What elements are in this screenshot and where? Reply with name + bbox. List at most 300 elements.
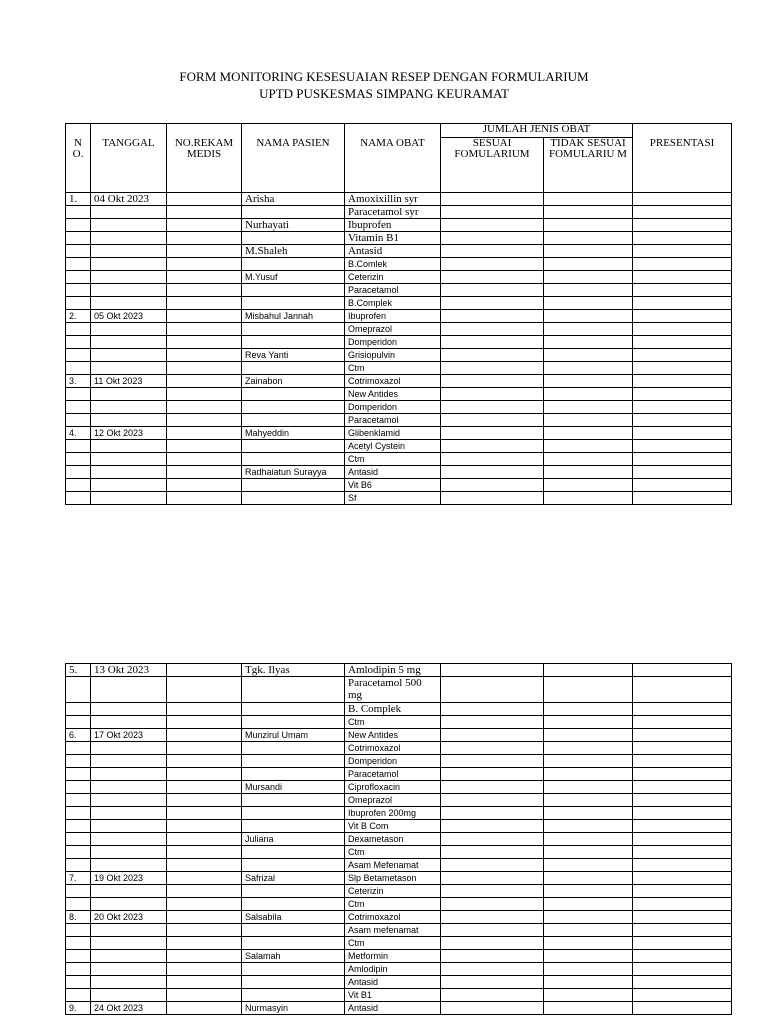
cell-rekam-medis (167, 781, 242, 794)
cell-no (66, 989, 91, 1002)
cell-presentasi (633, 375, 732, 388)
cell-presentasi (633, 466, 732, 479)
cell-tidak-sesuai (544, 349, 633, 362)
cell-rekam-medis (167, 206, 242, 219)
cell-tanggal (91, 924, 167, 937)
cell-rekam-medis (167, 401, 242, 414)
cell-tanggal (91, 297, 167, 310)
cell-tidak-sesuai (544, 427, 633, 440)
table-row (66, 427, 732, 440)
cell-sesuai (441, 284, 544, 297)
cell-sesuai (441, 781, 544, 794)
cell-nama-pasien (242, 742, 345, 755)
cell-tidak-sesuai (544, 453, 633, 466)
cell-sesuai (441, 232, 544, 245)
cell-sesuai (441, 479, 544, 492)
cell-no: 8. (66, 911, 91, 924)
cell-nama-obat: Ceterizin (345, 271, 441, 284)
cell-rekam-medis (167, 245, 242, 258)
cell-nama-pasien: M.Shaleh (242, 245, 345, 258)
cell-no (66, 388, 91, 401)
cell-presentasi (633, 716, 732, 729)
cell-nama-pasien: Mursandi (242, 781, 345, 794)
cell-sesuai (441, 950, 544, 963)
cell-tidak-sesuai (544, 950, 633, 963)
cell-nama-obat: Paracetamol (345, 768, 441, 781)
cell-tidak-sesuai (544, 833, 633, 846)
cell-rekam-medis (167, 219, 242, 232)
cell-nama-obat: Amoxixillin syr (345, 193, 441, 206)
cell-rekam-medis (167, 323, 242, 336)
table-row (66, 755, 732, 768)
cell-tanggal: 19 Okt 2023 (91, 872, 167, 885)
table1-body (66, 193, 732, 505)
cell-presentasi (633, 440, 732, 453)
cell-nama-pasien (242, 768, 345, 781)
cell-nama-pasien (242, 846, 345, 859)
cell-tanggal: 12 Okt 2023 (91, 427, 167, 440)
cell-no: 9. (66, 1002, 91, 1015)
cell-no (66, 401, 91, 414)
cell-sesuai (441, 976, 544, 989)
cell-tidak-sesuai (544, 911, 633, 924)
cell-nama-obat: Vit B1 (345, 989, 441, 1002)
cell-nama-pasien: Salsabila (242, 911, 345, 924)
cell-nama-obat: Ciprofloxacin (345, 781, 441, 794)
table-row (66, 963, 732, 976)
cell-tidak-sesuai (544, 323, 633, 336)
cell-tanggal (91, 479, 167, 492)
cell-nama-pasien (242, 362, 345, 375)
cell-tidak-sesuai (544, 729, 633, 742)
cell-rekam-medis (167, 742, 242, 755)
cell-sesuai (441, 271, 544, 284)
cell-rekam-medis (167, 703, 242, 716)
cell-tanggal (91, 716, 167, 729)
cell-no (66, 794, 91, 807)
table-row (66, 310, 732, 323)
cell-rekam-medis (167, 976, 242, 989)
cell-sesuai (441, 440, 544, 453)
cell-nama-obat: Antasid (345, 466, 441, 479)
cell-tanggal (91, 976, 167, 989)
header-rekam-medis: NO.REKAM MEDIS (167, 124, 242, 193)
cell-no (66, 479, 91, 492)
cell-tidak-sesuai (544, 794, 633, 807)
table-row (66, 820, 732, 833)
cell-tidak-sesuai (544, 742, 633, 755)
table-row (66, 206, 732, 219)
cell-nama-obat: Ctm (345, 716, 441, 729)
cell-no (66, 924, 91, 937)
cell-presentasi (633, 976, 732, 989)
cell-sesuai (441, 323, 544, 336)
cell-nama-pasien (242, 323, 345, 336)
table2-body (66, 664, 732, 1015)
table-row (66, 453, 732, 466)
cell-nama-pasien (242, 258, 345, 271)
cell-no (66, 950, 91, 963)
cell-tanggal (91, 219, 167, 232)
cell-tanggal (91, 794, 167, 807)
cell-no: 7. (66, 872, 91, 885)
cell-sesuai (441, 807, 544, 820)
cell-presentasi (633, 401, 732, 414)
cell-no (66, 206, 91, 219)
cell-tidak-sesuai (544, 976, 633, 989)
cell-presentasi (633, 885, 732, 898)
cell-tidak-sesuai (544, 755, 633, 768)
monitoring-table-page2 (65, 663, 732, 1015)
cell-no (66, 323, 91, 336)
header-row (66, 124, 732, 138)
cell-presentasi (633, 989, 732, 1002)
cell-nama-pasien (242, 703, 345, 716)
cell-presentasi (633, 310, 732, 323)
cell-presentasi (633, 232, 732, 245)
cell-rekam-medis (167, 492, 242, 505)
cell-no (66, 440, 91, 453)
cell-nama-pasien (242, 232, 345, 245)
cell-presentasi (633, 742, 732, 755)
cell-rekam-medis (167, 664, 242, 677)
cell-nama-obat: Domperidon (345, 755, 441, 768)
cell-nama-pasien (242, 898, 345, 911)
cell-nama-obat: Antasid (345, 245, 441, 258)
cell-rekam-medis (167, 768, 242, 781)
cell-sesuai (441, 911, 544, 924)
table-row (66, 479, 732, 492)
cell-nama-pasien (242, 989, 345, 1002)
cell-no: 3. (66, 375, 91, 388)
cell-sesuai (441, 375, 544, 388)
cell-presentasi (633, 859, 732, 872)
cell-tanggal (91, 989, 167, 1002)
cell-nama-obat: Vitamin B1 (345, 232, 441, 245)
monitoring-table-page1 (65, 123, 732, 505)
cell-presentasi (633, 388, 732, 401)
cell-nama-pasien: Munzirul Umam (242, 729, 345, 742)
cell-nama-pasien (242, 820, 345, 833)
cell-rekam-medis (167, 937, 242, 950)
cell-tanggal (91, 362, 167, 375)
cell-nama-pasien: Reva Yanti (242, 349, 345, 362)
cell-rekam-medis (167, 794, 242, 807)
cell-sesuai (441, 794, 544, 807)
cell-nama-pasien (242, 479, 345, 492)
cell-rekam-medis (167, 872, 242, 885)
table-row (66, 833, 732, 846)
cell-nama-pasien: Tgk. Ilyas (242, 664, 345, 677)
cell-no (66, 768, 91, 781)
cell-rekam-medis (167, 911, 242, 924)
cell-no (66, 859, 91, 872)
cell-rekam-medis (167, 362, 242, 375)
cell-nama-pasien (242, 924, 345, 937)
cell-nama-pasien: Juliana (242, 833, 345, 846)
cell-sesuai (441, 388, 544, 401)
cell-no (66, 677, 91, 703)
cell-presentasi (633, 414, 732, 427)
table-row (66, 768, 732, 781)
table-row (66, 388, 732, 401)
cell-nama-obat: Cotrimoxazol (345, 911, 441, 924)
cell-no (66, 245, 91, 258)
cell-rekam-medis (167, 375, 242, 388)
cell-nama-pasien (242, 401, 345, 414)
cell-tanggal (91, 755, 167, 768)
cell-tidak-sesuai (544, 219, 633, 232)
cell-presentasi (633, 807, 732, 820)
cell-tanggal (91, 258, 167, 271)
cell-nama-obat: Ctm (345, 846, 441, 859)
cell-sesuai (441, 937, 544, 950)
cell-rekam-medis (167, 440, 242, 453)
table-row (66, 362, 732, 375)
cell-nama-pasien (242, 976, 345, 989)
cell-tanggal (91, 963, 167, 976)
cell-tanggal: 11 Okt 2023 (91, 375, 167, 388)
header-nama-pasien: NAMA PASIEN (242, 124, 345, 193)
cell-nama-obat: Ctm (345, 362, 441, 375)
cell-nama-obat: B. Complek (345, 703, 441, 716)
cell-nama-obat: Antasid (345, 1002, 441, 1015)
cell-nama-pasien (242, 716, 345, 729)
cell-presentasi (633, 781, 732, 794)
cell-no: 5. (66, 664, 91, 677)
cell-tidak-sesuai (544, 924, 633, 937)
cell-tidak-sesuai (544, 232, 633, 245)
cell-tidak-sesuai (544, 336, 633, 349)
cell-tidak-sesuai (544, 937, 633, 950)
cell-presentasi (633, 729, 732, 742)
cell-nama-obat: Domperidon (345, 336, 441, 349)
cell-presentasi (633, 677, 732, 703)
cell-tanggal (91, 742, 167, 755)
cell-nama-obat: Antasid (345, 976, 441, 989)
cell-rekam-medis (167, 414, 242, 427)
header-tidak-sesuai: TIDAK SESUAI FOMULARIU M (544, 138, 633, 193)
cell-rekam-medis (167, 898, 242, 911)
cell-presentasi (633, 336, 732, 349)
cell-tanggal (91, 937, 167, 950)
cell-tanggal: 17 Okt 2023 (91, 729, 167, 742)
cell-presentasi (633, 924, 732, 937)
cell-tidak-sesuai (544, 492, 633, 505)
cell-tanggal (91, 898, 167, 911)
cell-nama-obat: Paracetamol (345, 414, 441, 427)
table-row (66, 323, 732, 336)
cell-sesuai (441, 833, 544, 846)
table-row (66, 375, 732, 388)
table-row (66, 258, 732, 271)
cell-nama-obat: Amlodipin (345, 963, 441, 976)
cell-no (66, 833, 91, 846)
cell-rekam-medis (167, 833, 242, 846)
table-row (66, 989, 732, 1002)
cell-tanggal (91, 677, 167, 703)
cell-sesuai (441, 755, 544, 768)
cell-rekam-medis (167, 716, 242, 729)
cell-nama-obat: Sf (345, 492, 441, 505)
cell-tanggal (91, 414, 167, 427)
cell-nama-pasien (242, 297, 345, 310)
cell-no (66, 820, 91, 833)
cell-tidak-sesuai (544, 703, 633, 716)
cell-tidak-sesuai (544, 963, 633, 976)
cell-tanggal (91, 781, 167, 794)
cell-tanggal (91, 492, 167, 505)
cell-tidak-sesuai (544, 362, 633, 375)
cell-presentasi (633, 664, 732, 677)
cell-presentasi (633, 427, 732, 440)
cell-sesuai (441, 193, 544, 206)
cell-no (66, 284, 91, 297)
cell-nama-pasien (242, 336, 345, 349)
cell-nama-pasien: Radhaiatun Surayya (242, 466, 345, 479)
cell-tidak-sesuai (544, 885, 633, 898)
cell-nama-pasien: Nurmasyin (242, 1002, 345, 1015)
cell-presentasi (633, 833, 732, 846)
table-row (66, 924, 732, 937)
cell-presentasi (633, 453, 732, 466)
cell-nama-obat: Acetyl Cystein (345, 440, 441, 453)
cell-tanggal (91, 284, 167, 297)
cell-tidak-sesuai (544, 284, 633, 297)
cell-sesuai (441, 297, 544, 310)
cell-tanggal (91, 349, 167, 362)
cell-nama-obat: New Antides (345, 388, 441, 401)
table-row (66, 716, 732, 729)
cell-nama-obat: Vit B6 (345, 479, 441, 492)
cell-nama-pasien (242, 453, 345, 466)
cell-nama-pasien: Misbahul Jannah (242, 310, 345, 323)
cell-sesuai (441, 729, 544, 742)
cell-presentasi (633, 219, 732, 232)
cell-no: 6. (66, 729, 91, 742)
cell-tanggal: 20 Okt 2023 (91, 911, 167, 924)
cell-rekam-medis (167, 388, 242, 401)
table-row (66, 898, 732, 911)
cell-rekam-medis (167, 859, 242, 872)
cell-nama-obat: Ibuprofen 200mg (345, 807, 441, 820)
header-nama-obat: NAMA OBAT (345, 124, 441, 193)
cell-tanggal (91, 820, 167, 833)
cell-tidak-sesuai (544, 297, 633, 310)
cell-tidak-sesuai (544, 716, 633, 729)
cell-sesuai (441, 859, 544, 872)
table-row (66, 846, 732, 859)
cell-presentasi (633, 768, 732, 781)
cell-nama-obat: Ibuprofen (345, 310, 441, 323)
cell-no (66, 898, 91, 911)
cell-sesuai (441, 362, 544, 375)
cell-nama-obat: B.Comlek (345, 258, 441, 271)
cell-no (66, 219, 91, 232)
cell-no: 4. (66, 427, 91, 440)
cell-tidak-sesuai (544, 245, 633, 258)
cell-rekam-medis (167, 258, 242, 271)
cell-tanggal (91, 271, 167, 284)
cell-rekam-medis (167, 193, 242, 206)
cell-sesuai (441, 336, 544, 349)
cell-sesuai (441, 742, 544, 755)
cell-tanggal (91, 703, 167, 716)
cell-rekam-medis (167, 1002, 242, 1015)
cell-tidak-sesuai (544, 846, 633, 859)
cell-tanggal (91, 440, 167, 453)
cell-sesuai (441, 703, 544, 716)
cell-nama-obat: Cotrimoxazol (345, 742, 441, 755)
cell-no (66, 466, 91, 479)
cell-nama-pasien (242, 206, 345, 219)
cell-sesuai (441, 258, 544, 271)
cell-nama-obat: Ctm (345, 937, 441, 950)
cell-presentasi (633, 911, 732, 924)
cell-tidak-sesuai (544, 401, 633, 414)
cell-tanggal: 04 Okt 2023 (91, 193, 167, 206)
cell-tanggal (91, 950, 167, 963)
cell-nama-pasien: Arisha (242, 193, 345, 206)
cell-tidak-sesuai (544, 859, 633, 872)
header-presentasi: PRESENTASI (633, 124, 732, 193)
cell-tanggal (91, 846, 167, 859)
cell-tidak-sesuai (544, 768, 633, 781)
cell-no (66, 742, 91, 755)
cell-tidak-sesuai (544, 479, 633, 492)
cell-sesuai (441, 716, 544, 729)
cell-nama-obat: Paracetamol syr (345, 206, 441, 219)
cell-tidak-sesuai (544, 271, 633, 284)
cell-no (66, 258, 91, 271)
cell-presentasi (633, 846, 732, 859)
table-row (66, 911, 732, 924)
cell-presentasi (633, 703, 732, 716)
cell-presentasi (633, 193, 732, 206)
cell-tidak-sesuai (544, 781, 633, 794)
cell-sesuai (441, 989, 544, 1002)
cell-rekam-medis (167, 453, 242, 466)
header-jumlah-jenis-obat: JUMLAH JENIS OBAT (441, 124, 633, 138)
cell-rekam-medis (167, 271, 242, 284)
cell-tanggal (91, 323, 167, 336)
cell-tidak-sesuai (544, 807, 633, 820)
cell-tanggal (91, 833, 167, 846)
cell-tidak-sesuai (544, 1002, 633, 1015)
cell-sesuai (441, 924, 544, 937)
table-row (66, 742, 732, 755)
cell-rekam-medis (167, 297, 242, 310)
cell-tidak-sesuai (544, 440, 633, 453)
table-row (66, 349, 732, 362)
cell-sesuai (441, 414, 544, 427)
cell-tidak-sesuai (544, 414, 633, 427)
cell-no (66, 885, 91, 898)
table-row (66, 297, 732, 310)
cell-sesuai (441, 872, 544, 885)
table-row (66, 492, 732, 505)
table-row (66, 872, 732, 885)
cell-sesuai (441, 219, 544, 232)
cell-sesuai (441, 898, 544, 911)
cell-no (66, 414, 91, 427)
table-row (66, 807, 732, 820)
cell-sesuai (441, 664, 544, 677)
cell-rekam-medis (167, 963, 242, 976)
cell-presentasi (633, 349, 732, 362)
cell-tanggal (91, 768, 167, 781)
cell-presentasi (633, 794, 732, 807)
